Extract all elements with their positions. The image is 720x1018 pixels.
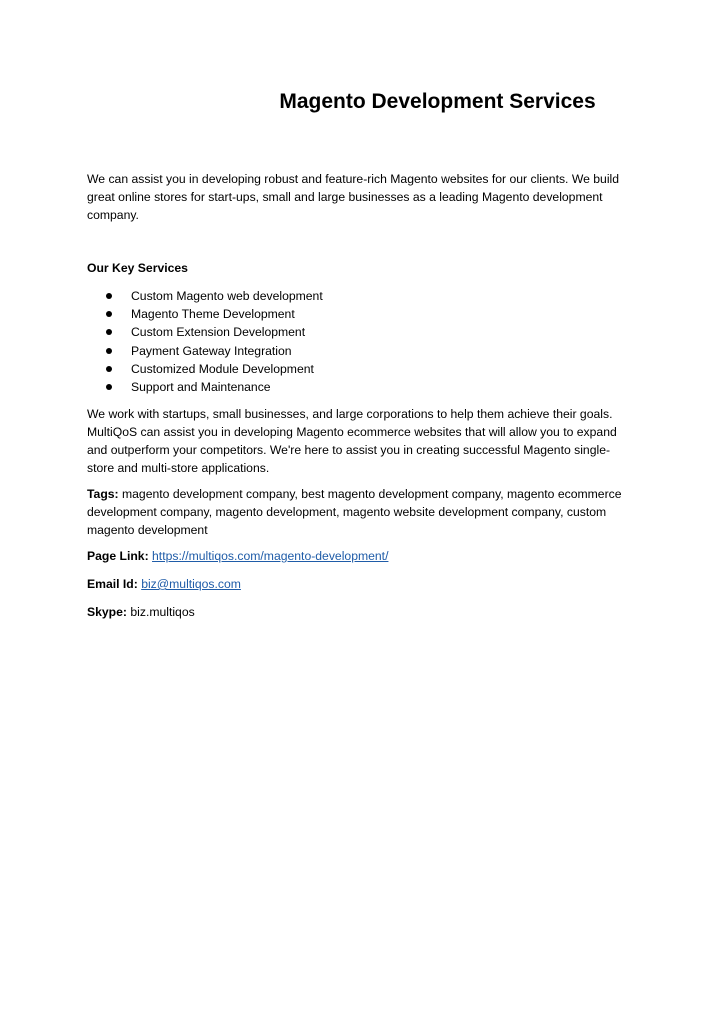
list-item [87,323,323,341]
list-item-label: Customized Module Development [131,361,314,376]
list-item [87,287,323,305]
intro-paragraph: We can assist you in developing robust and feature-rich Magento websites for our clients. We build great online stores for start-ups, small and large businesses as a leading Magento development company. [87,172,620,222]
work-paragraph: We work with startups, small businesses, and large corporations to help them achieve their goals. MultiQoS can assist you in developing Magento ecommerce websites that will allow you to expand and outperform your competitors. We're here to assist you in creating successful Magento single-store and multi-store applications. [87,407,617,475]
page-link[interactable]: https://multiqos.com/magento-development/ [152,549,389,563]
list-item-label: Payment Gateway Integration [131,343,292,358]
services-heading: Our Key Services [87,261,188,275]
bullet-icon [106,293,112,299]
bullet-icon [106,348,112,354]
list-item-label: Magento Theme Development [131,307,295,322]
tags-paragraph [87,485,635,539]
bullet-icon [106,311,112,317]
list-item [87,342,323,360]
list-item [87,360,323,378]
email-row [87,575,241,593]
services-list [87,287,323,396]
page-link-row [87,547,388,565]
bullet-icon [106,384,112,390]
page-link-label: Page Link: [87,549,149,563]
bullet-icon [106,366,112,372]
skype-label: Skype: [87,605,127,619]
skype-value: biz.multiqos [130,605,195,619]
bullet-icon [106,329,112,335]
tags-label: Tags: [87,487,119,501]
list-item [87,305,323,323]
email-link[interactable]: biz@multiqos.com [141,577,241,591]
page-title: Magento Development Services [279,90,596,113]
tags-value: magento development company, best magento development company, magento ecommerce development company, magento development, magento website development company, custom magento development [87,487,622,537]
list-item-label: Custom Extension Development [131,325,306,340]
skype-row [87,603,195,621]
email-label: Email Id: [87,577,138,591]
list-item [87,378,323,396]
list-item-label: Support and Maintenance [131,380,271,395]
list-item-label: Custom Magento web development [131,289,323,303]
